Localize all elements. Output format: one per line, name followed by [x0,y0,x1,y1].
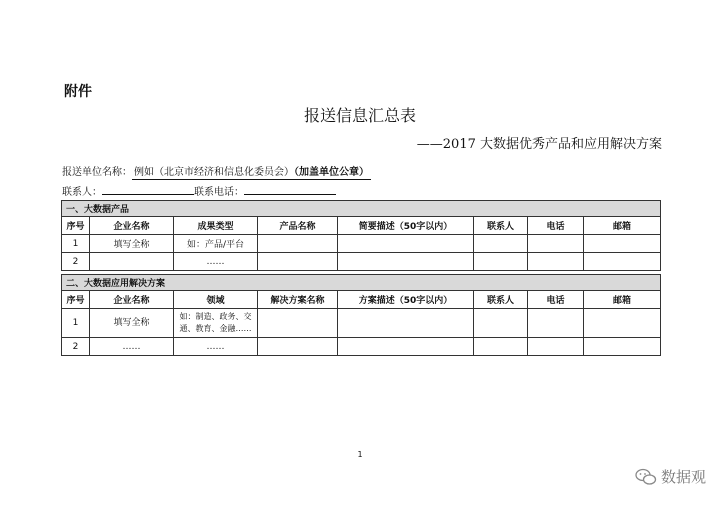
col-header: 序号 [62,291,90,309]
col-header: 序号 [62,217,90,235]
table-cell[interactable]: …… [90,338,174,356]
table-cell[interactable]: …… [174,253,258,271]
table-cell[interactable]: 填写全称 [90,309,174,338]
table-cell[interactable] [338,253,474,271]
col-header: 邮箱 [584,217,661,235]
table-row [62,235,661,253]
table-cell[interactable] [338,338,474,356]
table-cell[interactable] [258,338,338,356]
header-row [62,217,661,235]
table-cell[interactable] [474,235,528,253]
phone-field[interactable] [244,184,336,195]
contact-label: 联系人： [62,187,102,198]
table-cell[interactable] [584,235,661,253]
table-cell: 2 [62,253,90,271]
header-row [62,291,661,309]
watermark-text: 数据观 [660,468,706,486]
products-table [61,200,661,271]
table-cell: 2 [62,338,90,356]
col-header: 领域 [174,291,258,309]
table-cell[interactable] [474,253,528,271]
table-cell[interactable] [584,253,661,271]
table-cell[interactable] [528,309,584,338]
table-cell[interactable]: 如：产品/平台 [174,235,258,253]
unit-label: 报送单位名称： [62,167,132,178]
col-header: 联系人 [474,291,528,309]
table-cell[interactable] [338,309,474,338]
page-number: 1 [357,450,363,459]
table-cell: 1 [62,235,90,253]
table-cell[interactable] [338,235,474,253]
unit-line [62,163,371,178]
document-title: 报送信息汇总表 [303,106,416,125]
contact-field[interactable] [102,184,194,195]
col-header: 成果类型 [174,217,258,235]
wechat-icon [635,468,657,486]
table-cell: 1 [62,309,90,338]
watermark [635,466,706,487]
table-cell[interactable]: 如：制造、政务、交通、教育、金融…… [174,309,258,338]
annex-label: 附件 [64,84,92,100]
section-row [62,275,661,291]
unit-example: 例如（北京市经济和信息化委员会） [134,167,294,178]
col-header: 电话 [528,217,584,235]
table-row [62,309,661,338]
col-header: 电话 [528,291,584,309]
table-row [62,338,661,356]
unit-seal-note: （加盖单位公章） [294,167,369,178]
table-cell[interactable] [528,235,584,253]
table-cell[interactable] [474,309,528,338]
col-header: 企业名称 [90,217,174,235]
phone-label: 联系电话： [194,187,244,198]
table-cell[interactable] [258,235,338,253]
table-cell[interactable] [258,253,338,271]
table-row [62,253,661,271]
contact-line [62,183,336,198]
col-header: 方案描述（50字以内） [338,291,474,309]
section-title: 一、大数据产品 [62,201,661,217]
table-cell[interactable]: 填写全称 [90,235,174,253]
col-header: 解决方案名称 [258,291,338,309]
document-subtitle: ——2017 大数据优秀产品和应用解决方案 [416,137,662,152]
section-row [62,201,661,217]
col-header: 联系人 [474,217,528,235]
table-cell[interactable] [584,338,661,356]
col-header: 简要描述（50字以内） [338,217,474,235]
table-cell[interactable] [90,253,174,271]
table-cell[interactable]: …… [174,338,258,356]
unit-value-field[interactable] [132,167,371,180]
col-header: 产品名称 [258,217,338,235]
solutions-table [61,274,661,356]
table-cell[interactable] [584,309,661,338]
section-title: 二、大数据应用解决方案 [62,275,661,291]
table-cell[interactable] [528,338,584,356]
table-cell[interactable] [474,338,528,356]
col-header: 邮箱 [584,291,661,309]
col-header: 企业名称 [90,291,174,309]
table-cell[interactable] [528,253,584,271]
table-cell[interactable] [258,309,338,338]
